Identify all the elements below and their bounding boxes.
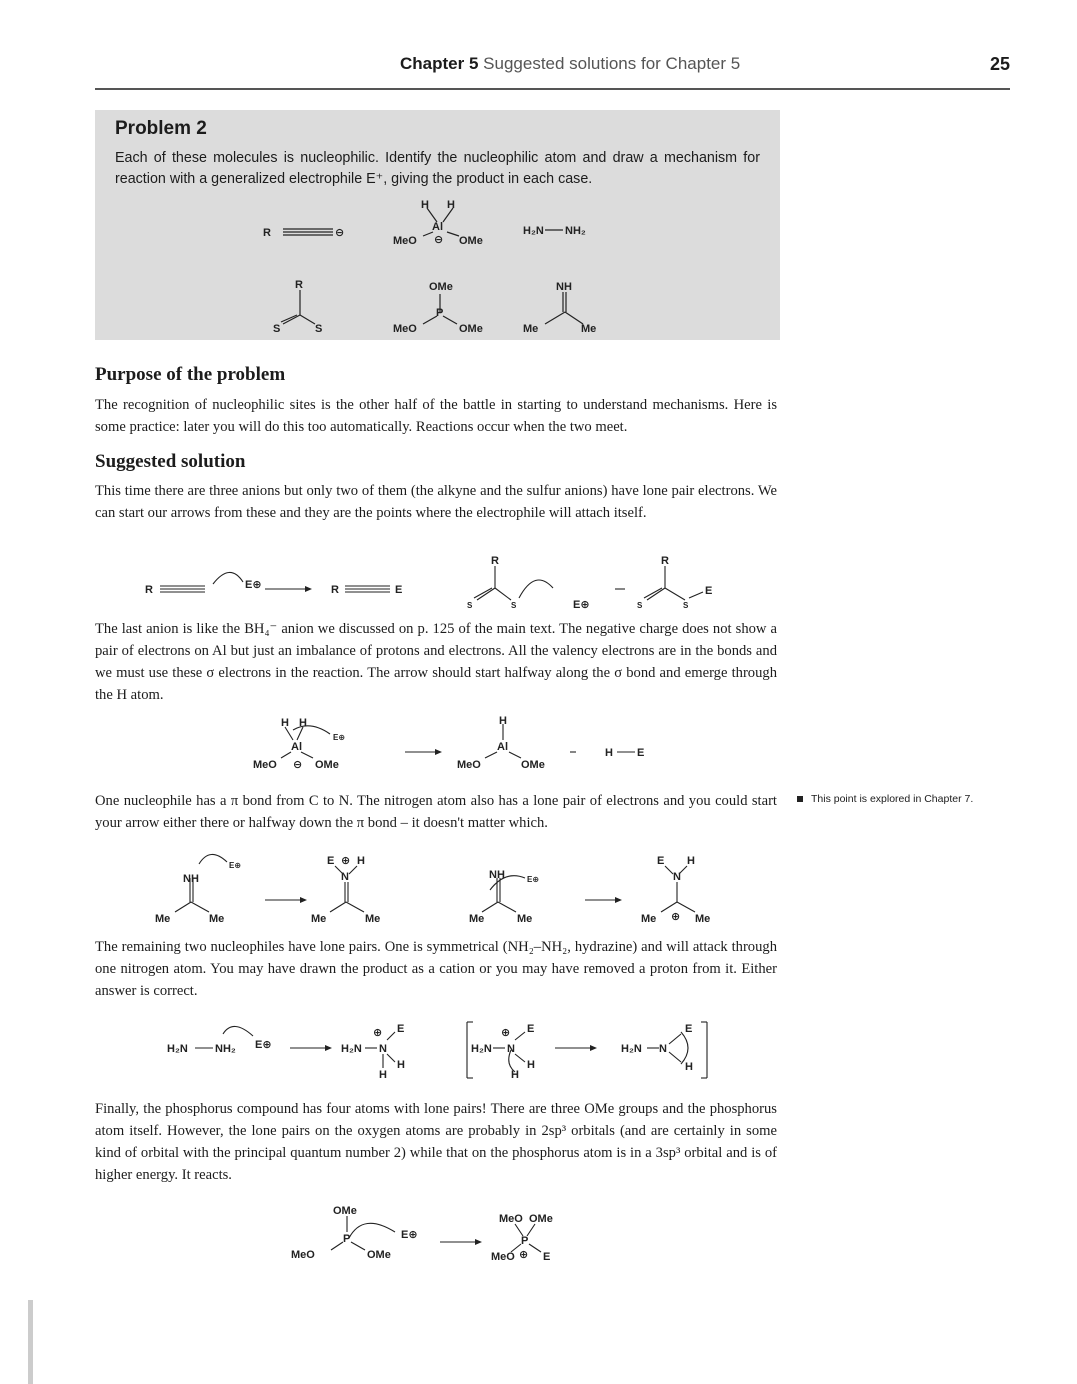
problem-thio-s2: S <box>315 323 323 335</box>
scheme-al-hydride <box>95 712 780 774</box>
s4-p1-E: E <box>397 1023 405 1035</box>
problem-imine-me2: Me <box>581 323 597 335</box>
s2-Al: Al <box>291 741 302 753</box>
s3-p2-E: E <box>657 855 665 867</box>
header-rule <box>95 88 1010 90</box>
s3-r2-Me1: Me <box>469 913 485 925</box>
s4-p2-H1: H <box>527 1059 535 1071</box>
s3-p1-E: E <box>327 855 335 867</box>
s2-H2: H <box>299 717 307 729</box>
problem-al-h1: H <box>421 199 429 211</box>
s5-OMe: OMe <box>367 1249 391 1261</box>
s1-prod-S1: S <box>637 601 643 610</box>
solution-p3: One nucleophile has a π bond from C to N. The nitrogen atom also has a lone pair of electrons and you could start your arrow either there or halfway down the π bond – it doesn't matter which. <box>95 793 777 831</box>
s4-p2-plus: ⊕ <box>501 1027 511 1039</box>
margin-note-text: This point is explored in Chapter 7. <box>811 793 974 805</box>
chapter-label: Chapter 5 <box>400 54 479 73</box>
s1-prod-R: R <box>661 555 669 567</box>
problem-al-h2: H <box>447 199 455 211</box>
chapter-title: Suggested solutions for Chapter 5 <box>483 54 741 73</box>
s2-HE-E: E <box>637 747 645 759</box>
running-header <box>95 50 1010 80</box>
problem-hydrazine-right: NH₂ <box>565 225 586 237</box>
solution-p1: This time there are three anions but only two of them (the alkyne and the sulfur anions) have lone pair electrons. We can start our arrows from these and they are the points where the electrophile will attach itself. <box>95 483 777 521</box>
s5-MeO: MeO <box>291 1249 315 1261</box>
bullet-icon <box>797 796 803 802</box>
s3-p2-Me2: Me <box>695 913 711 925</box>
s2-prod-OMe: OMe <box>521 759 545 771</box>
s1-prod-S2: S <box>683 601 689 610</box>
problem-al-ome: OMe <box>459 235 483 247</box>
chapter-heading <box>400 54 740 74</box>
problem-p-ome-top: OMe <box>429 281 453 293</box>
s3-p2-plus: ⊕ <box>671 911 681 923</box>
problem-molecules <box>95 110 780 340</box>
problem-hydrazine-left: H₂N <box>523 225 544 237</box>
problem-p-ome: OMe <box>459 323 483 335</box>
s5-p-MeO-top: MeO <box>499 1213 523 1225</box>
problem-p-meo: MeO <box>393 323 417 335</box>
s3-p1-Me1: Me <box>311 913 327 925</box>
s3-p2-Me1: Me <box>641 913 657 925</box>
problem-alkyne-R: R <box>263 227 271 239</box>
s4-p2-E: E <box>527 1023 535 1035</box>
s1-Eplus: E⊕ <box>245 579 262 591</box>
s3-r2-Eplus: E⊕ <box>527 875 540 884</box>
purpose-heading: Purpose of the problem <box>95 364 286 385</box>
s5-P: P <box>343 1233 351 1245</box>
s4-p1-H1: H <box>397 1059 405 1071</box>
scheme-imine <box>95 842 780 926</box>
s2-OMe: OMe <box>315 759 339 771</box>
s4-p1-H2N: H₂N <box>341 1043 362 1055</box>
problem-al-meo: MeO <box>393 235 417 247</box>
solution-p2: The last anion is like the BH₄⁻ anion we discussed on p. 125 of the main text. The negative charge does not show a pair of electrons on Al but just an imbalance of protons and electrons. All the valency electrons are in the bonds and we must use these σ electrons in the reaction. The arrow should start halfway along the σ bond and emerge through the H atom. <box>95 621 777 703</box>
s2-prod-MeO: MeO <box>457 759 481 771</box>
s2-MeO: MeO <box>253 759 277 771</box>
s4-p3-H: H <box>685 1061 693 1073</box>
s4-p2-H2N: H₂N <box>471 1043 492 1055</box>
problem-thio-s1: S <box>273 323 281 335</box>
s2-minus: ⊖ <box>293 759 303 771</box>
s2-Eplus: E⊕ <box>333 733 346 742</box>
s1-R: R <box>145 584 153 596</box>
s4-p3-H2N: H₂N <box>621 1043 642 1055</box>
s3-NH: NH <box>183 873 199 885</box>
s1-thio-S2: S <box>511 601 517 610</box>
problem-al-minus: ⊖ <box>434 234 444 246</box>
s5-OMe-top: OMe <box>333 1205 357 1217</box>
scheme-alkyne-thio <box>95 548 780 620</box>
s4-p2-H2: H <box>511 1069 519 1081</box>
page-number: 25 <box>989 54 1010 74</box>
s3-Me2: Me <box>209 913 225 925</box>
s3-p2-N: N <box>673 871 681 883</box>
s3-r2-Me2: Me <box>517 913 533 925</box>
s5-p-OMe-top: OMe <box>529 1213 553 1225</box>
s1-prod-E: E <box>705 585 713 597</box>
problem-box <box>95 110 780 340</box>
problem-title: Problem 2 <box>115 118 207 139</box>
s5-p-MeO: MeO <box>491 1251 515 1263</box>
solution-p5: Finally, the phosphorus compound has four atoms with lone pairs! There are three OMe groups and the phosphorus atom itself. However, the lone pairs on the oxygen atoms are probably in 2sp³ orbitals (and are certainly in some kind of orbital with the principal quantum number 2) while that on the phosphorus atom is in a 3sp³ orbital and is of higher energy. It reacts. <box>95 1101 777 1183</box>
s2-prod-Al: Al <box>497 741 508 753</box>
s3-p1-N: N <box>341 871 349 883</box>
s1-thio-Eplus: E⊕ <box>573 599 590 611</box>
s5-Eplus: E⊕ <box>401 1229 418 1241</box>
s5-p-plus: ⊕ <box>519 1249 529 1261</box>
s1-thio-S1: S <box>467 601 473 610</box>
s4-p3-N: N <box>659 1043 667 1055</box>
s1-R2: R <box>331 584 339 596</box>
s4-NH2: NH₂ <box>215 1043 236 1055</box>
s2-H1: H <box>281 717 289 729</box>
s1-E: E <box>395 584 403 596</box>
s3-Me1: Me <box>155 913 171 925</box>
s3-Eplus: E⊕ <box>229 861 242 870</box>
s2-HE-H: H <box>605 747 613 759</box>
s4-p1-N: N <box>379 1043 387 1055</box>
margin-note <box>797 793 1027 805</box>
solution-heading: Suggested solution <box>95 451 246 472</box>
s3-p1-plus: ⊕ <box>341 855 351 867</box>
s3-p1-H: H <box>357 855 365 867</box>
s3-r2-NH: NH <box>489 869 505 881</box>
s4-p1-plus: ⊕ <box>373 1027 383 1039</box>
problem-text: Each of these molecules is nucleophilic. Identify the nucleophilic atom and draw a mechanism for reaction with a generalized electrophile E⁺, giving the product in each case. <box>115 150 760 187</box>
purpose-text: The recognition of nucleophilic sites is the other half of the battle in starting to understand mechanisms. Here is some practice: later you will do this too automatically. Reactions occur when the two meet. <box>95 397 777 435</box>
s4-p1-H2: H <box>379 1069 387 1081</box>
problem-p: P <box>436 307 444 319</box>
s1-thio-R: R <box>491 555 499 567</box>
s4-p2-N: N <box>507 1043 515 1055</box>
s3-p1-Me2: Me <box>365 913 381 925</box>
problem-imine-nh: NH <box>556 281 572 293</box>
problem-alkyne-minus: ⊖ <box>335 227 345 239</box>
s4-p3-E: E <box>685 1023 693 1035</box>
s4-H2N: H₂N <box>167 1043 188 1055</box>
problem-al: Al <box>432 221 443 233</box>
scheme-phosphite <box>95 1198 780 1270</box>
s2-prod-H: H <box>499 715 507 727</box>
s4-Eplus: E⊕ <box>255 1039 272 1051</box>
solution-p4: The remaining two nucleophiles have lone pairs. One is symmetrical (NH₂–NH₂, hydrazine) and will attack through one nitrogen atom. You may have drawn the product as a cation or you may have removed a proton from it. Either answer is correct. <box>95 939 777 999</box>
s5-p-P: P <box>521 1235 529 1247</box>
s3-p2-H: H <box>687 855 695 867</box>
scheme-hydrazine <box>95 1012 780 1084</box>
problem-imine-me1: Me <box>523 323 539 335</box>
s5-p-E: E <box>543 1251 551 1263</box>
edge-shadow <box>28 1300 33 1384</box>
problem-thio-R: R <box>295 279 303 291</box>
